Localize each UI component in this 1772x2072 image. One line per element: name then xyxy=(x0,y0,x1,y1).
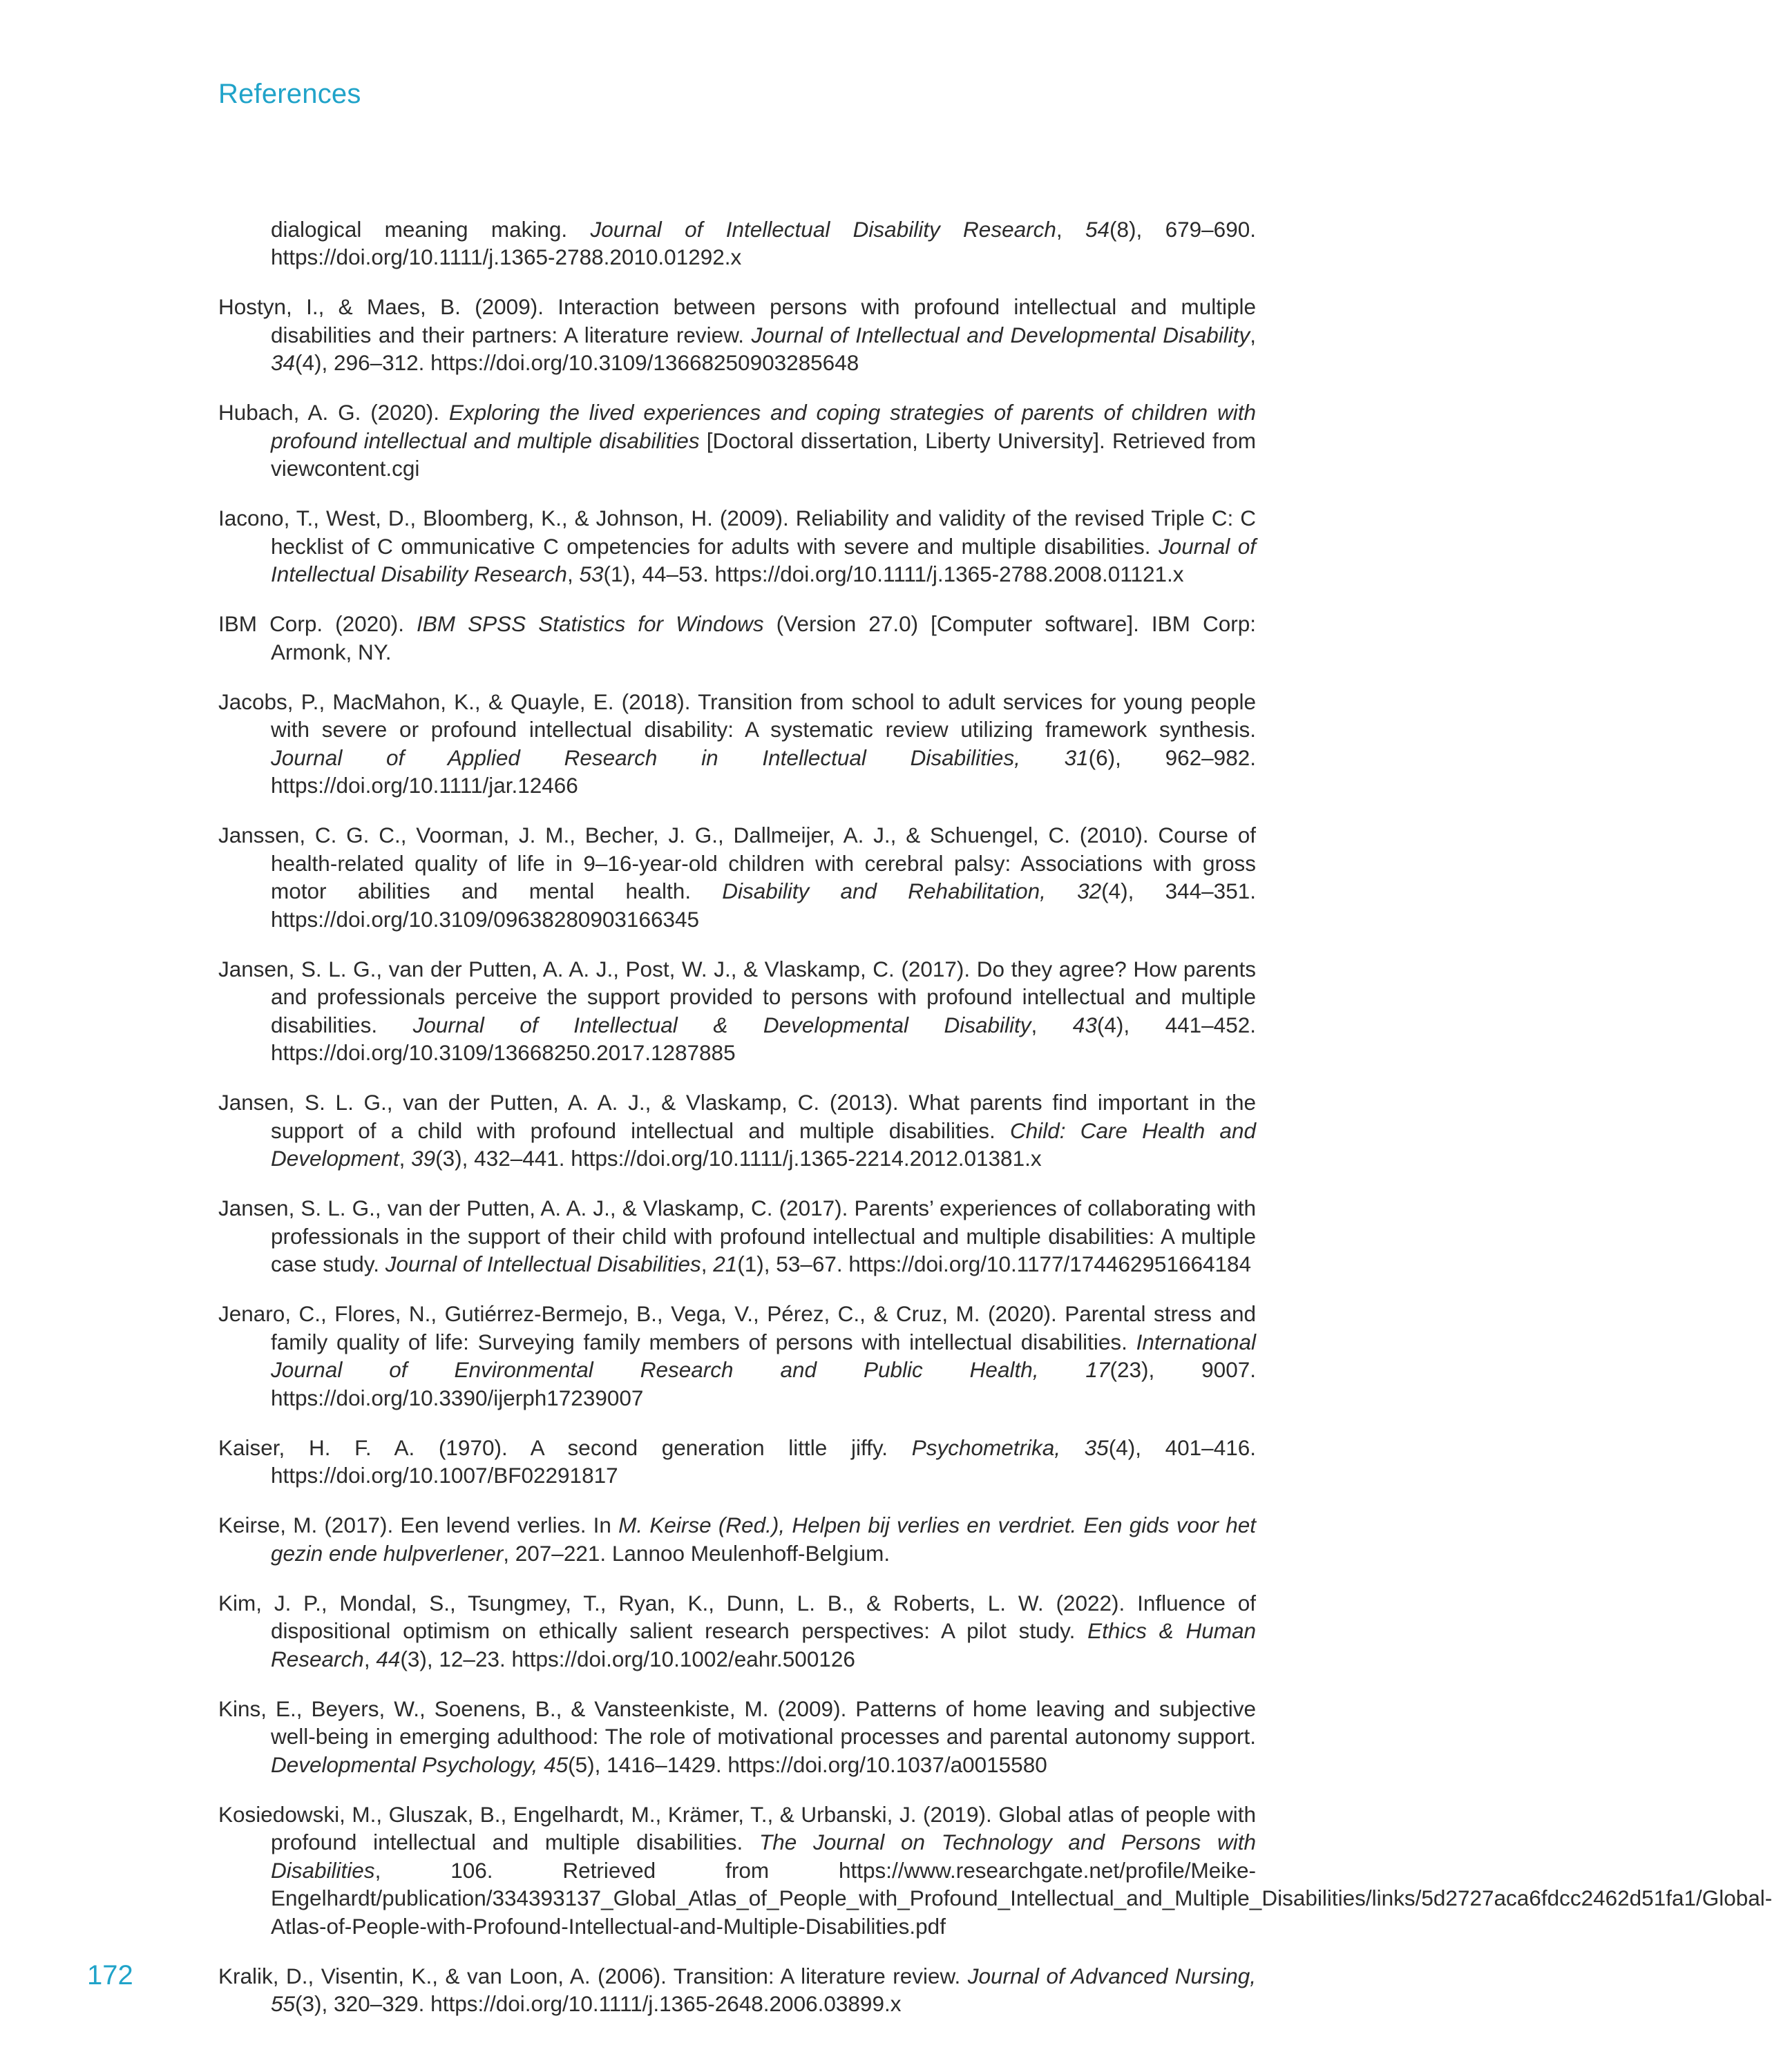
reference-italic-text: Disability and Rehabilitation, 32 xyxy=(722,879,1102,903)
reference-italic-text: Child: Care Health and Development xyxy=(271,1117,1256,1171)
reference-entry xyxy=(218,610,1256,666)
page-number: 172 xyxy=(87,1960,133,1991)
reference-italic-text: Journal of Applied Research in Intellectual Disabilities, 31 xyxy=(271,745,1089,770)
reference-text: (3), 432–441. https://doi.org/10.1111/j.1365-2214.2012.01381.x xyxy=(435,1146,1042,1171)
reference-text: (23), 9007. https://doi.org/10.3390/ijerph17239007 xyxy=(271,1357,1256,1410)
reference-italic-text: 44 xyxy=(376,1646,401,1671)
reference-entry xyxy=(218,1511,1256,1567)
reference-text: IBM Corp. (2020). xyxy=(218,611,417,636)
reference-italic-text: Journal of Intellectual Disability Research xyxy=(590,216,1056,242)
reference-text: dialogical meaning making. xyxy=(271,216,591,242)
reference-text: (Version 27.0) [Computer software]. IBM Corp: Armonk, NY. xyxy=(271,611,1256,664)
reference-entry xyxy=(218,1589,1256,1673)
reference-text: (4), 296–312. https://doi.org/10.3109/13668250903285648 xyxy=(295,350,859,375)
reference-text: Jansen, S. L. G., van der Putten, A. A. J., & Vlaskamp, C. (2017). Parents’ experiences of collaborating with professionals in the support of their child with profound intellectual and multiple disabilities: A multiple case study. xyxy=(218,1196,1256,1276)
reference-text: (6), 962–982. https://doi.org/10.1111/jar.12466 xyxy=(271,745,1256,798)
running-head-section-title: References xyxy=(218,79,361,109)
reference-entry xyxy=(218,293,1256,377)
reference-italic-text: Journal of Intellectual and Developmental Disability xyxy=(751,322,1250,347)
reference-italic-text: 54 xyxy=(1085,216,1110,242)
reference-text: [Doctoral dissertation, Liberty University]. Retrieved from viewcontent.cgi xyxy=(271,428,1256,481)
reference-text: Iacono, T., West, D., Bloomberg, K., & Johnson, H. (2009). Reliability and validity of the revised Triple C: C hecklist of C ommunicative C ompetencies for adults with severe and multiple disabilities. xyxy=(218,506,1256,559)
reference-text: Kim, J. P., Mondal, S., Tsungmey, T., Ryan, K., Dunn, L. B., & Roberts, L. W. (2022). Influence of dispositional optimism on ethically salient research perspectives: A pilot study. xyxy=(218,1590,1256,1643)
reference-text: , xyxy=(363,1646,377,1671)
reference-text: , xyxy=(1031,1012,1073,1037)
reference-entry xyxy=(218,955,1256,1067)
reference-italic-text: 34 xyxy=(271,350,296,375)
reference-italic-text: Ethics & Human Research xyxy=(271,1618,1256,1671)
reference-italic-text: Journal of Intellectual & Developmental Disability xyxy=(412,1012,1031,1037)
reference-text: Kosiedowski, M., Gluszak, B., Engelhardt, M., Krämer, T., & Urbanski, J. (2019). Global atlas of people with profound intellectual and multiple disabilities. xyxy=(218,1801,1256,1854)
reference-italic-text: Journal of Advanced Nursing, 55 xyxy=(271,1963,1257,2016)
reference-text: Jacobs, P., MacMahon, K., & Quayle, E. (2018). Transition from school to adult services for young people with severe or profound intellectual disability: A systematic review utilizing framework synthesis. xyxy=(218,689,1256,742)
reference-text: Jenaro, C., Flores, N., Gutiérrez-Bermejo, B., Vega, V., Pérez, C., & Cruz, M. (2020). Parental stress and family quality of life: Surveying family members of persons with intellectual disabilities. xyxy=(218,1301,1256,1354)
reference-text: , xyxy=(399,1146,412,1171)
reference-entry xyxy=(218,1962,1256,2018)
reference-italic-text: M. Keirse (Red.), Helpen bij verlies en verdriet. Een gids voor het gezin ende hulpverlener xyxy=(271,1513,1257,1566)
reference-italic-text: 39 xyxy=(411,1146,436,1171)
reference-text: (1), 53–67. https://doi.org/10.1177/174462951664184 xyxy=(737,1251,1252,1276)
reference-italic-text: Journal of Intellectual Disabilities xyxy=(385,1251,701,1276)
reference-entry xyxy=(218,504,1256,588)
reference-italic-text: The Journal on Technology and Persons with Disabilities xyxy=(271,1830,1257,1883)
reference-text: , xyxy=(701,1251,714,1276)
reference-text: , 106. Retrieved from https://www.researchgate.net/profile/Meike-Engelhardt/publication/334393137_Global_Atlas_of_People_with_Profound_Intellectual_and_Multiple_Disabilities/links/5d2727aca6fdcc2462d51fa1/Global-Atlas-of-People-with-Profound-Intellectual-and-Multiple-Disabilities.pdf xyxy=(271,1857,1772,1939)
reference-entry xyxy=(218,1088,1256,1173)
reference-text: Kins, E., Beyers, W., Soenens, B., & Vansteenkiste, M. (2009). Patterns of home leaving and subjective well-being in emerging adulthood: The role of motivational processes and parental autonomy support. xyxy=(218,1696,1256,1749)
reference-entry xyxy=(218,1801,1772,1941)
reference-text: , xyxy=(1056,216,1085,242)
reference-text: Kaiser, H. F. A. (1970). A second generation little jiffy. xyxy=(218,1435,912,1460)
reference-italic-text: 43 xyxy=(1072,1012,1097,1037)
reference-text: (8), 679–690. https://doi.org/10.1111/j.1365-2788.2010.01292.x xyxy=(271,216,1256,269)
reference-entry xyxy=(218,688,1256,800)
reference-italic-text: International Journal of Environmental Research and Public Health, 17 xyxy=(271,1329,1256,1382)
reference-text: (5), 1416–1429. https://doi.org/10.1037/a0015580 xyxy=(568,1752,1047,1777)
reference-text: (1), 44–53. https://doi.org/10.1111/j.1365-2788.2008.01121.x xyxy=(603,562,1184,586)
reference-text: (4), 344–351. https://doi.org/10.3109/09638280903166345 xyxy=(271,879,1256,932)
reference-text: (4), 441–452. https://doi.org/10.3109/13668250.2017.1287885 xyxy=(271,1012,1256,1065)
reference-entry xyxy=(218,821,1256,933)
reference-text: Janssen, C. G. C., Voorman, J. M., Becher, J. G., Dallmeijer, A. J., & Schuengel, C. (2010). Course of health-related quality of life in 9–16-year-old children with cerebral palsy: Associations with gross motor abilities and mental health. xyxy=(218,823,1256,903)
reference-text: (3), 320–329. https://doi.org/10.1111/j.1365-2648.2006.03899.x xyxy=(295,1991,902,2016)
reference-text: (4), 401–416. https://doi.org/10.1007/BF02291817 xyxy=(271,1435,1256,1488)
reference-entry xyxy=(218,1434,1256,1490)
reference-text: , 207–221. Lannoo Meulenhoff-Belgium. xyxy=(503,1540,890,1566)
reference-italic-text: 21 xyxy=(713,1251,738,1276)
reference-text: Kralik, D., Visentin, K., & van Loon, A. (2006). Transition: A literature review. xyxy=(218,1963,968,1988)
reference-text: (3), 12–23. https://doi.org/10.1002/eahr.500126 xyxy=(400,1646,855,1671)
reference-text: Jansen, S. L. G., van der Putten, A. A. J., & Vlaskamp, C. (2013). What parents find important in the support of a child with profound intellectual and multiple disabilities. xyxy=(218,1090,1256,1143)
reference-italic-text: Developmental Psychology, 45 xyxy=(271,1752,569,1777)
reference-italic-text: 53 xyxy=(579,562,604,586)
reference-entry xyxy=(218,1695,1256,1779)
reference-entry xyxy=(218,399,1256,483)
reference-italic-text: Exploring the lived experiences and coping strategies of parents of children with profound intellectual and multiple disabilities xyxy=(271,400,1256,453)
reference-entry xyxy=(218,1194,1256,1278)
reference-text: , xyxy=(566,562,580,586)
reference-text: , xyxy=(1250,322,1256,347)
reference-text: Hubach, A. G. (2020). xyxy=(218,400,449,425)
reference-entry xyxy=(218,215,1256,271)
reference-text: Keirse, M. (2017). Een levend verlies. In xyxy=(218,1513,619,1537)
reference-italic-text: IBM SPSS Statistics for Windows xyxy=(417,611,764,636)
reference-italic-text: Psychometrika, 35 xyxy=(911,1435,1109,1460)
reference-text: Jansen, S. L. G., van der Putten, A. A. J., Post, W. J., & Vlaskamp, C. (2017). Do they agree? How parents and professionals perceive the support provided to persons with profound intellectual and multiple disabilities. xyxy=(218,956,1256,1037)
reference-text: Hostyn, I., & Maes, B. (2009). Interaction between persons with profound intellectual and multiple disabilities and their partners: A literature review. xyxy=(218,294,1256,347)
reference-list xyxy=(218,193,1772,2026)
reference-italic-text: Journal of Intellectual Disability Research xyxy=(271,533,1256,586)
reference-entry xyxy=(218,1300,1256,1412)
